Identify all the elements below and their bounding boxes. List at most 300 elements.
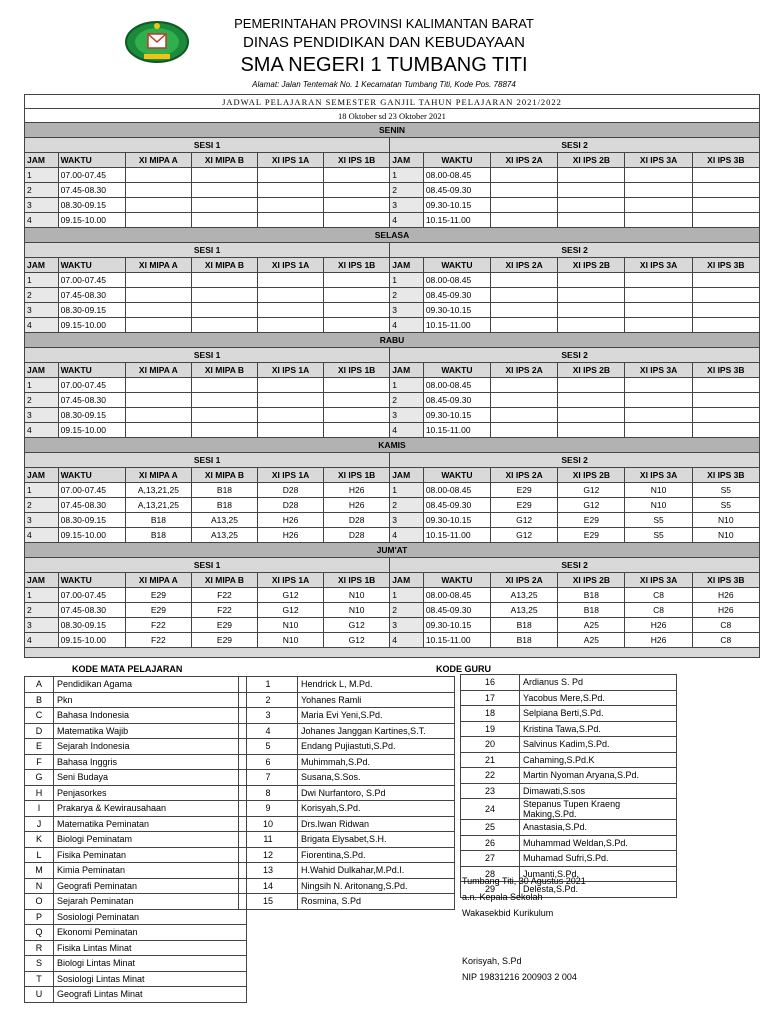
subject-name: Pendidikan Agama <box>54 677 247 693</box>
schedule-cell <box>692 408 759 423</box>
schedule-cell: B18 <box>558 603 625 618</box>
schedule-cell: G12 <box>324 618 390 633</box>
list-item <box>25 801 247 817</box>
list-item <box>239 723 455 739</box>
schedule-cell <box>191 303 257 318</box>
teacher-number: 11 <box>239 832 298 848</box>
teacher-name: Fiorentina,S.Pd. <box>298 847 455 863</box>
table-row <box>25 408 760 423</box>
table-row <box>25 633 760 648</box>
schedule-cell <box>558 273 625 288</box>
column-header-class: XI MIPA A <box>125 363 191 378</box>
list-item <box>239 692 455 708</box>
column-header-class: XI IPS 1B <box>324 573 390 588</box>
period-number: 4 <box>25 528 59 543</box>
subject-code: T <box>25 971 54 987</box>
subject-code: H <box>25 785 54 801</box>
schedule-cell <box>191 393 257 408</box>
list-item <box>461 690 677 706</box>
period-number: 1 <box>25 588 59 603</box>
table-row <box>25 423 760 438</box>
schedule-cell <box>324 198 390 213</box>
subject-name: Fisika Lintas Minat <box>54 940 247 956</box>
column-header-jam: JAM <box>390 363 424 378</box>
schedule-cell: N10 <box>625 498 692 513</box>
period-time: 09.30-10.15 <box>423 618 490 633</box>
period-number: 4 <box>390 213 424 228</box>
schedule-cell <box>625 318 692 333</box>
teacher-number: 17 <box>461 690 520 706</box>
schedule-cell <box>491 288 558 303</box>
period-time: 07.00-07.45 <box>58 168 125 183</box>
period-time: 08.45-09.30 <box>423 288 490 303</box>
period-number: 1 <box>25 483 59 498</box>
column-header-class: XI MIPA B <box>191 153 257 168</box>
schedule-cell <box>324 303 390 318</box>
schedule-cell: B18 <box>191 483 257 498</box>
subject-code: I <box>25 801 54 817</box>
period-time: 08.30-09.15 <box>58 198 125 213</box>
schedule-cell: E29 <box>191 618 257 633</box>
schedule-cell: N10 <box>258 618 324 633</box>
schedule-cell: C8 <box>625 588 692 603</box>
schedule-cell <box>191 183 257 198</box>
teacher-number: 14 <box>239 878 298 894</box>
period-number: 3 <box>25 198 59 213</box>
teacher-name: Ardianus S. Pd <box>520 675 677 691</box>
schedule-cell: E29 <box>491 483 558 498</box>
table-row <box>25 168 760 183</box>
schedule-cell: B18 <box>191 498 257 513</box>
schedule-cell <box>324 273 390 288</box>
schedule-cell <box>125 303 191 318</box>
column-header-class: XI IPS 1A <box>258 468 324 483</box>
teacher-name: Dimawati,S.sos <box>520 783 677 799</box>
schedule-cell <box>125 213 191 228</box>
period-time: 09.15-10.00 <box>58 423 125 438</box>
period-number: 4 <box>25 318 59 333</box>
schedule-cell <box>625 303 692 318</box>
schedule-cell: E29 <box>558 513 625 528</box>
schedule-cell <box>625 423 692 438</box>
subject-name: Pkn <box>54 692 247 708</box>
table-row <box>25 303 760 318</box>
list-item <box>25 723 247 739</box>
column-header-jam: JAM <box>390 573 424 588</box>
schedule-cell: C8 <box>692 633 759 648</box>
schedule-cell: S5 <box>692 498 759 513</box>
period-number: 1 <box>390 378 424 393</box>
schedule-cell <box>324 408 390 423</box>
teacher-code-table-left <box>238 676 455 910</box>
period-time: 10.15-11.00 <box>423 423 490 438</box>
list-item <box>25 847 247 863</box>
schedule-cell: N10 <box>625 483 692 498</box>
schedule-cell <box>558 168 625 183</box>
letterhead <box>0 0 768 95</box>
schedule-cell <box>558 213 625 228</box>
teacher-name: Stepanus Tupen Kraeng Making,S.Pd. <box>520 799 677 820</box>
schedule-cell: F22 <box>125 633 191 648</box>
subject-code: K <box>25 832 54 848</box>
column-header-class: XI IPS 1A <box>258 258 324 273</box>
teacher-number: 18 <box>461 706 520 722</box>
period-time: 08.30-09.15 <box>58 513 125 528</box>
list-item <box>461 799 677 820</box>
period-number: 1 <box>390 483 424 498</box>
column-header-waktu: WAKTU <box>423 363 490 378</box>
column-header-class: XI MIPA A <box>125 153 191 168</box>
schedule-cell <box>558 408 625 423</box>
column-header-class: XI IPS 2A <box>491 468 558 483</box>
list-item <box>25 832 247 848</box>
schedule-cell: A25 <box>558 633 625 648</box>
table-row <box>25 393 760 408</box>
session-1-header: SESI 1 <box>25 348 390 363</box>
teacher-name: Drs.Iwan Ridwan <box>298 816 455 832</box>
schedule-cell <box>191 213 257 228</box>
schedule-cell <box>191 198 257 213</box>
subject-code: M <box>25 863 54 879</box>
column-header-class: XI IPS 3A <box>625 258 692 273</box>
schedule-cell <box>625 393 692 408</box>
list-item <box>25 770 247 786</box>
session-2-header: SESI 2 <box>390 558 760 573</box>
period-time: 08.30-09.15 <box>58 408 125 423</box>
list-item <box>25 909 247 925</box>
column-header-jam: JAM <box>25 468 59 483</box>
subject-name: Geografi Lintas Minat <box>54 987 247 1003</box>
schedule-dates: 18 Oktober sd 23 Oktober 2021 <box>25 109 760 123</box>
list-item <box>239 677 455 693</box>
column-header-class: XI IPS 3A <box>625 363 692 378</box>
column-header-class: XI MIPA B <box>191 363 257 378</box>
subject-code-table <box>24 676 247 1003</box>
column-header-waktu: WAKTU <box>58 258 125 273</box>
schedule-cell <box>558 303 625 318</box>
column-header-class: XI IPS 3B <box>692 573 759 588</box>
table-row <box>25 513 760 528</box>
teacher-number: 13 <box>239 863 298 879</box>
list-item <box>25 739 247 755</box>
period-time: 08.00-08.45 <box>423 378 490 393</box>
period-number: 3 <box>390 513 424 528</box>
schedule-cell <box>558 378 625 393</box>
subject-name: Kimia Peminatan <box>54 863 247 879</box>
teacher-number: 23 <box>461 783 520 799</box>
teacher-name: Yohanes Ramli <box>298 692 455 708</box>
period-time: 08.00-08.45 <box>423 588 490 603</box>
column-header-waktu: WAKTU <box>58 363 125 378</box>
table-row <box>25 183 760 198</box>
schedule-cell <box>324 168 390 183</box>
period-number: 4 <box>390 318 424 333</box>
schedule-cell <box>692 288 759 303</box>
schedule-cell: H26 <box>258 528 324 543</box>
list-item <box>461 752 677 768</box>
schedule-cell <box>125 423 191 438</box>
schedule-cell: D28 <box>324 528 390 543</box>
schedule-cell: D28 <box>258 498 324 513</box>
period-number: 4 <box>390 423 424 438</box>
teacher-number: 9 <box>239 801 298 817</box>
schedule-cell <box>491 378 558 393</box>
schedule-cell <box>191 423 257 438</box>
list-item <box>239 739 455 755</box>
list-item <box>239 708 455 724</box>
schedule-cell <box>191 408 257 423</box>
period-time: 08.45-09.30 <box>423 603 490 618</box>
teacher-name: Cahaming,S.Pd.K <box>520 752 677 768</box>
schedule-cell: G12 <box>324 633 390 648</box>
period-number: 4 <box>25 213 59 228</box>
signature-role: Wakasekbid Kurikulum <box>462 908 554 918</box>
teacher-number: 12 <box>239 847 298 863</box>
schedule-cell <box>258 318 324 333</box>
schedule-cell <box>258 183 324 198</box>
teacher-number: 5 <box>239 739 298 755</box>
signature-nip: NIP 19831216 200903 2 004 <box>462 972 577 982</box>
schedule-cell: S5 <box>625 528 692 543</box>
schedule-cell: F22 <box>191 603 257 618</box>
schedule-cell <box>324 318 390 333</box>
column-header-class: XI MIPA A <box>125 573 191 588</box>
schedule-cell <box>125 168 191 183</box>
subject-code: G <box>25 770 54 786</box>
period-time: 08.45-09.30 <box>423 498 490 513</box>
schedule-cell <box>491 273 558 288</box>
list-item <box>239 894 455 910</box>
column-header-class: XI IPS 3A <box>625 153 692 168</box>
subject-code: L <box>25 847 54 863</box>
column-header-class: XI IPS 3B <box>692 468 759 483</box>
subject-code: Q <box>25 925 54 941</box>
column-header-class: XI MIPA B <box>191 258 257 273</box>
period-number: 3 <box>25 618 59 633</box>
period-number: 1 <box>25 378 59 393</box>
subject-name: Prakarya & Kewirausahaan <box>54 801 247 817</box>
column-header-waktu: WAKTU <box>423 573 490 588</box>
teacher-number: 1 <box>239 677 298 693</box>
schedule-cell: N10 <box>324 603 390 618</box>
school-name: SMA NEGERI 1 TUMBANG TITI <box>240 54 528 76</box>
schedule-cell: B18 <box>125 528 191 543</box>
subject-name: Matematika Peminatan <box>54 816 247 832</box>
list-item <box>461 783 677 799</box>
period-time: 08.30-09.15 <box>58 618 125 633</box>
column-header-class: XI IPS 2B <box>558 363 625 378</box>
list-item <box>25 677 247 693</box>
schedule-cell <box>625 273 692 288</box>
schedule-cell: E29 <box>125 588 191 603</box>
session-2-header: SESI 2 <box>390 243 760 258</box>
schedule-cell: H26 <box>258 513 324 528</box>
table-row <box>25 483 760 498</box>
table-row <box>25 528 760 543</box>
teacher-name: Muhammad Weldan,S.Pd. <box>520 835 677 851</box>
column-header-class: XI IPS 1A <box>258 363 324 378</box>
schedule-table <box>24 94 760 658</box>
schedule-cell: A,13,21,25 <box>125 483 191 498</box>
schedule-cell <box>258 423 324 438</box>
table-row <box>25 213 760 228</box>
period-number: 2 <box>390 603 424 618</box>
teacher-name: Korisyah,S.Pd. <box>298 801 455 817</box>
day-header: JUM'AT <box>25 543 760 558</box>
period-number: 2 <box>25 498 59 513</box>
teacher-number: 2 <box>239 692 298 708</box>
day-header: KAMIS <box>25 438 760 453</box>
table-footer-band <box>25 648 760 658</box>
schedule-cell: C8 <box>692 618 759 633</box>
subject-name: Sejarah Indonesia <box>54 739 247 755</box>
list-item <box>25 785 247 801</box>
column-header-class: XI IPS 3A <box>625 573 692 588</box>
period-number: 3 <box>25 303 59 318</box>
schedule-cell: B18 <box>491 618 558 633</box>
column-header-jam: JAM <box>25 258 59 273</box>
list-item <box>461 675 677 691</box>
period-number: 2 <box>25 603 59 618</box>
list-item <box>25 692 247 708</box>
list-item <box>239 863 455 879</box>
list-item <box>25 816 247 832</box>
column-header-class: XI IPS 3B <box>692 153 759 168</box>
list-item <box>25 863 247 879</box>
period-number: 4 <box>390 528 424 543</box>
schedule-cell <box>491 168 558 183</box>
schedule-title: JADWAL PELAJARAN SEMESTER GANJIL TAHUN PELAJARAN 2021/2022 <box>25 95 760 109</box>
teacher-name: Johanes Janggan Kartines,S.T. <box>298 723 455 739</box>
teacher-name: Maria Evi Yeni,S.Pd. <box>298 708 455 724</box>
period-number: 1 <box>390 168 424 183</box>
column-header-class: XI IPS 3B <box>692 258 759 273</box>
subject-code: B <box>25 692 54 708</box>
teacher-number: 22 <box>461 768 520 784</box>
period-time: 07.45-08.30 <box>58 288 125 303</box>
period-number: 2 <box>25 183 59 198</box>
teacher-number: 15 <box>239 894 298 910</box>
subject-code: U <box>25 987 54 1003</box>
schedule-cell <box>558 423 625 438</box>
schedule-cell: G12 <box>491 528 558 543</box>
schedule-cell: B18 <box>491 633 558 648</box>
column-header-class: XI IPS 2A <box>491 153 558 168</box>
period-time: 08.00-08.45 <box>423 483 490 498</box>
list-item <box>461 737 677 753</box>
subject-code: N <box>25 878 54 894</box>
schedule-cell <box>692 198 759 213</box>
list-item <box>461 768 677 784</box>
schedule-cell <box>258 168 324 183</box>
list-item <box>25 940 247 956</box>
schedule-cell <box>258 288 324 303</box>
table-row <box>25 498 760 513</box>
list-item <box>25 971 247 987</box>
list-item <box>239 878 455 894</box>
schedule-cell <box>324 423 390 438</box>
schedule-cell <box>258 213 324 228</box>
schedule-cell <box>258 378 324 393</box>
schedule-cell: N10 <box>692 528 759 543</box>
period-time: 09.15-10.00 <box>58 213 125 228</box>
period-time: 08.45-09.30 <box>423 183 490 198</box>
day-header: SELASA <box>25 228 760 243</box>
schedule-cell: A25 <box>558 618 625 633</box>
subject-code: R <box>25 940 54 956</box>
period-time: 09.30-10.15 <box>423 303 490 318</box>
column-header-class: XI IPS 2B <box>558 153 625 168</box>
column-header-class: XI MIPA B <box>191 573 257 588</box>
schedule-cell <box>125 198 191 213</box>
schedule-cell <box>191 168 257 183</box>
subject-name: Bahasa Inggris <box>54 754 247 770</box>
table-row <box>25 198 760 213</box>
list-item <box>25 987 247 1003</box>
teacher-code-table-right <box>460 674 677 898</box>
period-time: 07.45-08.30 <box>58 603 125 618</box>
subject-code: D <box>25 723 54 739</box>
list-item <box>239 832 455 848</box>
period-number: 3 <box>390 618 424 633</box>
schedule-cell: A,13,21,25 <box>125 498 191 513</box>
column-header-class: XI IPS 3A <box>625 468 692 483</box>
schedule-cell <box>625 408 692 423</box>
period-number: 3 <box>25 408 59 423</box>
teacher-number: 25 <box>461 820 520 836</box>
teacher-name: Endang Pujiastuti,S.Pd. <box>298 739 455 755</box>
subject-code: E <box>25 739 54 755</box>
column-header-waktu: WAKTU <box>58 573 125 588</box>
teacher-name: Susana,S.Sos. <box>298 770 455 786</box>
teacher-name: Martin Nyoman Aryana,S.Pd. <box>520 768 677 784</box>
subject-name: Sosiologi Peminatan <box>54 909 247 925</box>
column-header-class: XI MIPA A <box>125 468 191 483</box>
schedule-cell <box>692 168 759 183</box>
period-number: 3 <box>390 198 424 213</box>
teacher-number: 26 <box>461 835 520 851</box>
period-time: 10.15-11.00 <box>423 528 490 543</box>
list-item <box>25 925 247 941</box>
schedule-cell <box>191 318 257 333</box>
list-item <box>461 851 677 867</box>
schedule-cell: G12 <box>258 603 324 618</box>
list-item <box>239 816 455 832</box>
schedule-cell <box>191 378 257 393</box>
schedule-cell: G12 <box>491 513 558 528</box>
column-header-class: XI IPS 1B <box>324 468 390 483</box>
period-time: 07.00-07.45 <box>58 588 125 603</box>
column-header-waktu: WAKTU <box>58 153 125 168</box>
column-header-class: XI IPS 2B <box>558 258 625 273</box>
signature-on-behalf: a.n. Kepala Sekolah <box>462 892 543 902</box>
schedule-cell: E29 <box>558 528 625 543</box>
subject-name: Bahasa Indonesia <box>54 708 247 724</box>
schedule-cell: G12 <box>258 588 324 603</box>
list-item <box>239 754 455 770</box>
column-header-class: XI MIPA A <box>125 258 191 273</box>
column-header-jam: JAM <box>390 468 424 483</box>
column-header-class: XI IPS 3B <box>692 363 759 378</box>
column-header-class: XI IPS 1A <box>258 153 324 168</box>
subject-name: Fisika Peminatan <box>54 847 247 863</box>
schedule-cell: S5 <box>692 483 759 498</box>
list-item <box>239 770 455 786</box>
period-time: 08.00-08.45 <box>423 168 490 183</box>
schedule-cell <box>558 318 625 333</box>
schedule-cell: C8 <box>625 603 692 618</box>
schedule-cell: A13,25 <box>491 603 558 618</box>
